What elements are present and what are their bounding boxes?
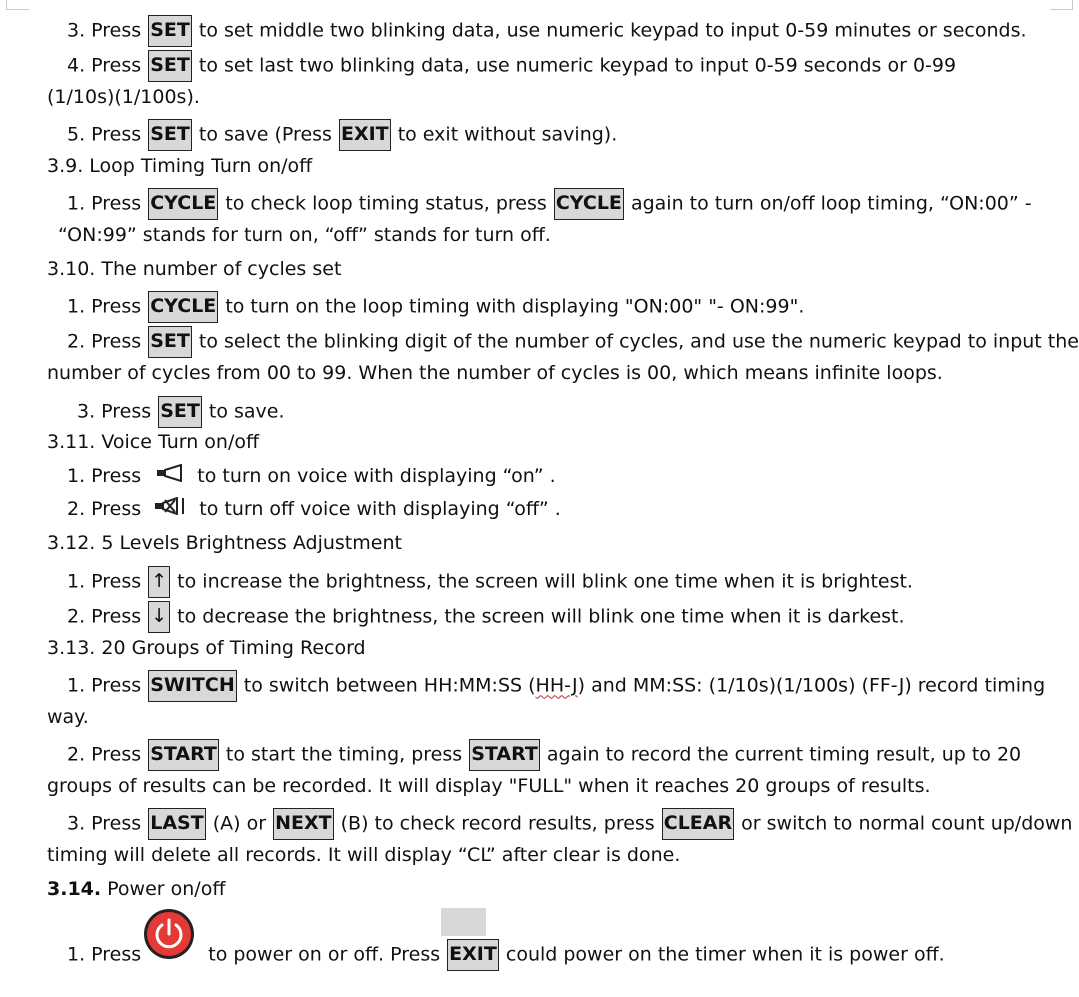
text: to power on or off. Press — [202, 943, 447, 966]
speaker-mute-icon — [153, 497, 187, 522]
line-10 — [67, 326, 1079, 351]
text: 5. Press — [67, 123, 148, 146]
text: 1. Press — [67, 465, 148, 487]
line-18 — [67, 601, 905, 626]
text: to increase the brightness, the screen will blink one time when it is brightest. — [171, 570, 913, 593]
line-1 — [67, 15, 1027, 40]
exit-key-label: EXIT — [447, 939, 499, 971]
section-number: 3.14. — [47, 878, 102, 900]
text: Power on/off — [101, 878, 226, 900]
text: 1. Press — [67, 674, 148, 697]
text: 2. Press — [67, 743, 148, 766]
text: again to turn on/off loop timing, “ON:00” - — [624, 192, 1032, 215]
text: 3. Press — [67, 812, 148, 835]
text: 3. Press — [67, 19, 148, 42]
arrow-down-key-label: ↓ — [148, 601, 170, 633]
set-key-label: SET — [148, 326, 192, 358]
cycle-key-label: CYCLE — [148, 291, 218, 323]
cycle-key-label: CYCLE — [148, 188, 218, 220]
line-11: number of cycles from 00 to 99. When the number of cycles is 00, which means infinite loops. — [47, 362, 943, 384]
line-20 — [67, 670, 1045, 695]
line-12 — [77, 396, 285, 421]
line-25: timing will delete all records. It will display “CL” after clear is done. — [47, 844, 681, 866]
line-17 — [67, 566, 913, 591]
text: (B) to check record results, press — [334, 812, 661, 835]
speaker-on-icon — [155, 464, 185, 489]
text: to start the timing, press — [219, 743, 469, 766]
start-key-label: START — [148, 739, 219, 771]
clear-key-label: CLEAR — [662, 808, 734, 840]
text: 3. Press — [77, 400, 158, 423]
text: 1. Press — [67, 570, 148, 593]
section-heading-3-13: 3.13. 20 Groups of Timing Record — [47, 637, 366, 659]
line-15 — [67, 497, 561, 522]
text: to save. — [202, 400, 285, 423]
line-27 — [67, 939, 945, 964]
section-heading-3-10: 3.10. The number of cycles set — [47, 258, 342, 280]
line-14 — [67, 464, 556, 489]
start-key-label: START — [469, 739, 540, 771]
line-24 — [67, 808, 1072, 833]
text: to switch between HH:MM:SS ( — [237, 674, 536, 697]
text: or switch to normal count up/down — [735, 812, 1073, 835]
set-key-label: SET — [148, 15, 192, 47]
text: again to record the current timing result, up to 20 — [540, 743, 1022, 766]
line-6 — [67, 188, 1032, 213]
text: to check loop timing status, press — [219, 192, 553, 215]
line-23: groups of results can be recorded. It will display "FULL" when it reaches 20 groups of results. — [47, 775, 931, 797]
line-9 — [67, 291, 804, 316]
set-key-label: SET — [148, 50, 192, 82]
highlight-shade — [441, 908, 486, 936]
page-corner-mark-left — [6, 0, 29, 10]
text: to set last two blinking data, use numeric keypad to input 0-59 seconds or 0-99 — [192, 54, 957, 77]
line-7: “ON:99” stands for turn on, “off” stands for turn off. — [58, 224, 551, 246]
line-3: (1/10s)(1/100s). — [47, 86, 200, 108]
text: ) and MM:SS: (1/10s)(1/100s) (FF-J) record timing — [577, 674, 1046, 697]
text: to turn on voice with displaying “on” . — [191, 465, 556, 487]
text: 2. Press — [67, 498, 148, 520]
section-heading-3-9: 3.9. Loop Timing Turn on/off — [47, 155, 313, 177]
next-key-label: NEXT — [273, 808, 334, 840]
text: 4. Press — [67, 54, 148, 77]
text: to exit without saving). — [391, 123, 618, 146]
cycle-key-label: CYCLE — [554, 188, 624, 220]
text: 2. Press — [67, 330, 148, 353]
text: to turn on the loop timing with displaying "ON:00" "- ON:99". — [219, 295, 805, 318]
text: 2. Press — [67, 605, 148, 628]
text: (A) or — [206, 812, 273, 835]
exit-key-label: EXIT — [339, 119, 391, 151]
text: to decrease the brightness, the screen will blink one time when it is darkest. — [171, 605, 905, 628]
text: 1. Press — [67, 295, 148, 318]
line-22 — [67, 739, 1021, 764]
switch-key-label: SWITCH — [148, 670, 237, 702]
set-key-label: SET — [158, 396, 202, 428]
set-key-label: SET — [148, 119, 192, 151]
section-heading-3-12: 3.12. 5 Levels Brightness Adjustment — [47, 532, 402, 554]
text: could power on the timer when it is power off. — [499, 943, 945, 966]
page-corner-mark-right — [1050, 0, 1073, 10]
text: to set middle two blinking data, use numeric keypad to input 0-59 minutes or seconds. — [192, 19, 1027, 42]
text: 1. Press — [67, 192, 148, 215]
text: to select the blinking digit of the number of cycles, and use the numeric keypad to input the — [192, 330, 1079, 353]
line-21: way. — [47, 706, 89, 728]
text: to save (Press — [192, 123, 338, 146]
section-heading-3-11: 3.11. Voice Turn on/off — [47, 431, 260, 453]
text: 1. Press — [67, 943, 148, 966]
line-2 — [67, 50, 956, 75]
last-key-label: LAST — [148, 808, 205, 840]
line-4 — [67, 119, 617, 144]
spellcheck-word: HH-J — [535, 674, 578, 697]
section-heading-3-14 — [47, 877, 225, 902]
text: to turn off voice with displaying “off” . — [193, 498, 561, 520]
arrow-up-key-label: ↑ — [148, 566, 170, 598]
